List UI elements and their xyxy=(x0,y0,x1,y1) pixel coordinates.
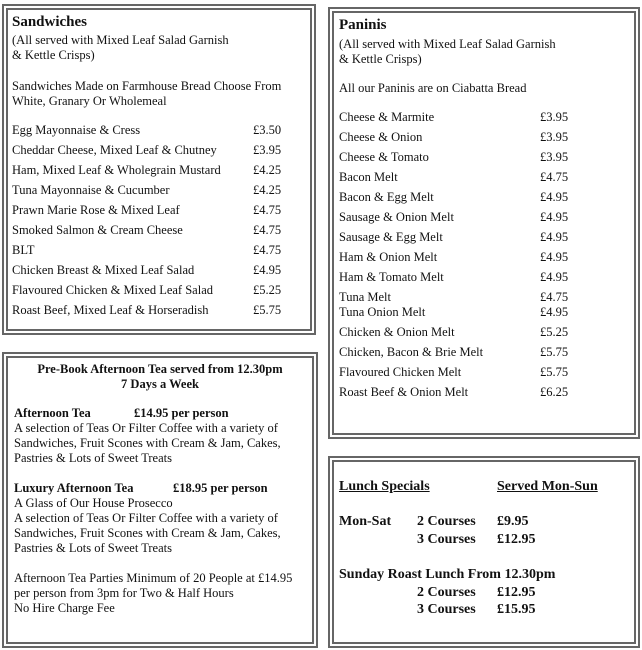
afternoon-tea-header-line2: 7 Days a Week xyxy=(121,377,199,391)
tea-parties-line3: No Hire Charge Fee xyxy=(14,601,115,615)
luxury-tea-desc-2: A selection of Teas Or Filter Coffee with a variety of xyxy=(14,511,278,525)
paninis-item-price: £4.95 xyxy=(540,230,569,244)
paninis-item-name: Bacon Melt xyxy=(339,170,398,184)
paninis-item-name: Flavoured Chicken Melt xyxy=(339,365,462,379)
paninis-item-price: £5.25 xyxy=(540,325,569,339)
sandwiches-item-price: £5.25 xyxy=(253,283,282,297)
monsat-3-courses-price: £12.95 xyxy=(497,532,536,547)
sandwiches-item-price: £4.95 xyxy=(253,263,282,277)
sunday-3-courses-price: £15.95 xyxy=(497,602,536,617)
sandwiches-item-price: £4.75 xyxy=(253,203,282,217)
sandwiches-item-name: Tuna Mayonnaise & Cucumber xyxy=(12,183,170,197)
paninis-item-name: Ham & Onion Melt xyxy=(339,250,438,264)
paninis-item-name: Chicken & Onion Melt xyxy=(339,325,455,339)
sandwiches-item-name: BLT xyxy=(12,243,35,257)
paninis-item-price: £3.95 xyxy=(540,130,569,144)
paninis-item-price: £5.75 xyxy=(540,345,569,359)
paninis-item-name: Ham & Tomato Melt xyxy=(339,270,444,284)
paninis-item-price: £4.95 xyxy=(540,210,569,224)
luxury-tea-name: Luxury Afternoon Tea xyxy=(14,481,134,495)
paninis-item-price: £4.95 xyxy=(540,250,569,264)
paninis-title: Paninis xyxy=(339,17,387,33)
paninis-bread-line: All our Paninis are on Ciabatta Bread xyxy=(339,81,527,95)
paninis-item-name: Chicken, Bacon & Brie Melt xyxy=(339,345,484,359)
paninis-item-price: £4.95 xyxy=(540,270,569,284)
monsat-label: Mon-Sat xyxy=(339,514,392,529)
sandwiches-item-name: Ham, Mixed Leaf & Wholegrain Mustard xyxy=(12,163,221,177)
sunday-3-courses: 3 Courses xyxy=(417,602,476,617)
sandwiches-item-name: Cheddar Cheese, Mixed Leaf & Chutney xyxy=(12,143,217,157)
sunday-2-courses: 2 Courses xyxy=(417,585,476,600)
sandwiches-item-price: £3.95 xyxy=(253,143,282,157)
sandwiches-item-price: £4.25 xyxy=(253,183,282,197)
lunch-served-days: Served Mon-Sun xyxy=(497,479,598,494)
paninis-item-price: £5.75 xyxy=(540,365,569,379)
luxury-tea-desc-3: Sandwiches, Fruit Scones with Cream & Jam, Cakes, xyxy=(14,526,281,540)
luxury-tea-desc-1: A Glass of Our House Prosecco xyxy=(14,496,173,510)
paninis-note-line2: & Kettle Crisps) xyxy=(339,52,422,66)
paninis-item-price: £4.95 xyxy=(540,190,569,204)
luxury-tea-price: £18.95 per person xyxy=(173,481,268,495)
lunch-specials-title: Lunch Specials xyxy=(339,479,430,494)
paninis-item-name: Cheese & Onion xyxy=(339,130,423,144)
sandwiches-item-name: Prawn Marie Rose & Mixed Leaf xyxy=(12,203,180,217)
sandwiches-item-name: Egg Mayonnaise & Cress xyxy=(12,123,141,137)
tea-parties-line2: per person from 3pm for Two & Half Hours xyxy=(14,586,234,600)
paninis-item-name: Roast Beef & Onion Melt xyxy=(339,385,469,399)
afternoon-tea-desc-3: Pastries & Lots of Sweet Treats xyxy=(14,451,172,465)
sunday-roast-title: Sunday Roast Lunch From 12.30pm xyxy=(339,567,556,582)
sandwiches-item-name: Roast Beef, Mixed Leaf & Horseradish xyxy=(12,303,209,317)
paninis-item-price: £3.95 xyxy=(540,110,569,124)
sandwiches-item-price: £4.25 xyxy=(253,163,282,177)
paninis-item-price: £3.95 xyxy=(540,150,569,164)
sandwiches-title: Sandwiches xyxy=(12,14,88,30)
sandwiches-bread-line2: White, Granary Or Wholemeal xyxy=(12,94,167,108)
afternoon-tea-header-line1: Pre-Book Afternoon Tea served from 12.30pm xyxy=(37,362,283,376)
paninis-note-line1: (All served with Mixed Leaf Salad Garnish xyxy=(339,37,556,51)
sandwiches-bread-line1: Sandwiches Made on Farmhouse Bread Choose From xyxy=(12,79,282,93)
paninis-item-name: Cheese & Marmite xyxy=(339,110,435,124)
paninis-item-name: Sausage & Egg Melt xyxy=(339,230,443,244)
paninis-item-price: £6.25 xyxy=(540,385,569,399)
sandwiches-note-line2: & Kettle Crisps) xyxy=(12,48,95,62)
luxury-tea-desc-4: Pastries & Lots of Sweet Treats xyxy=(14,541,172,555)
sandwiches-item-price: £5.75 xyxy=(253,303,282,317)
sandwiches-item-price: £3.50 xyxy=(253,123,282,137)
paninis-item-name: Bacon & Egg Melt xyxy=(339,190,434,204)
afternoon-tea-name: Afternoon Tea xyxy=(14,406,91,420)
sunday-2-courses-price: £12.95 xyxy=(497,585,536,600)
afternoon-tea-desc-2: Sandwiches, Fruit Scones with Cream & Jam, Cakes, xyxy=(14,436,281,450)
paninis-item-name: Tuna Melt xyxy=(339,290,391,304)
afternoon-tea-price: £14.95 per person xyxy=(134,406,229,420)
tea-parties-line1: Afternoon Tea Parties Minimum of 20 People at £14.95 xyxy=(14,571,293,585)
paninis-item-name: Tuna Onion Melt xyxy=(339,305,426,319)
sandwiches-item-name: Smoked Salmon & Cream Cheese xyxy=(12,223,183,237)
afternoon-tea-desc-1: A selection of Teas Or Filter Coffee with a variety of xyxy=(14,421,278,435)
paninis-item-price: £4.75 xyxy=(540,290,569,304)
paninis-item-price: £4.95 xyxy=(540,305,569,319)
paninis-item-price: £4.75 xyxy=(540,170,569,184)
sandwiches-item-name: Flavoured Chicken & Mixed Leaf Salad xyxy=(12,283,213,297)
sandwiches-item-price: £4.75 xyxy=(253,243,282,257)
monsat-3-courses: 3 Courses xyxy=(417,532,476,547)
monsat-2-courses: 2 Courses xyxy=(417,514,476,529)
sandwiches-item-name: Chicken Breast & Mixed Leaf Salad xyxy=(12,263,195,277)
paninis-item-name: Cheese & Tomato xyxy=(339,150,429,164)
sandwiches-note-line1: (All served with Mixed Leaf Salad Garnish xyxy=(12,33,229,47)
monsat-2-courses-price: £9.95 xyxy=(497,514,529,529)
paninis-item-name: Sausage & Onion Melt xyxy=(339,210,454,224)
sandwiches-item-price: £4.75 xyxy=(253,223,282,237)
